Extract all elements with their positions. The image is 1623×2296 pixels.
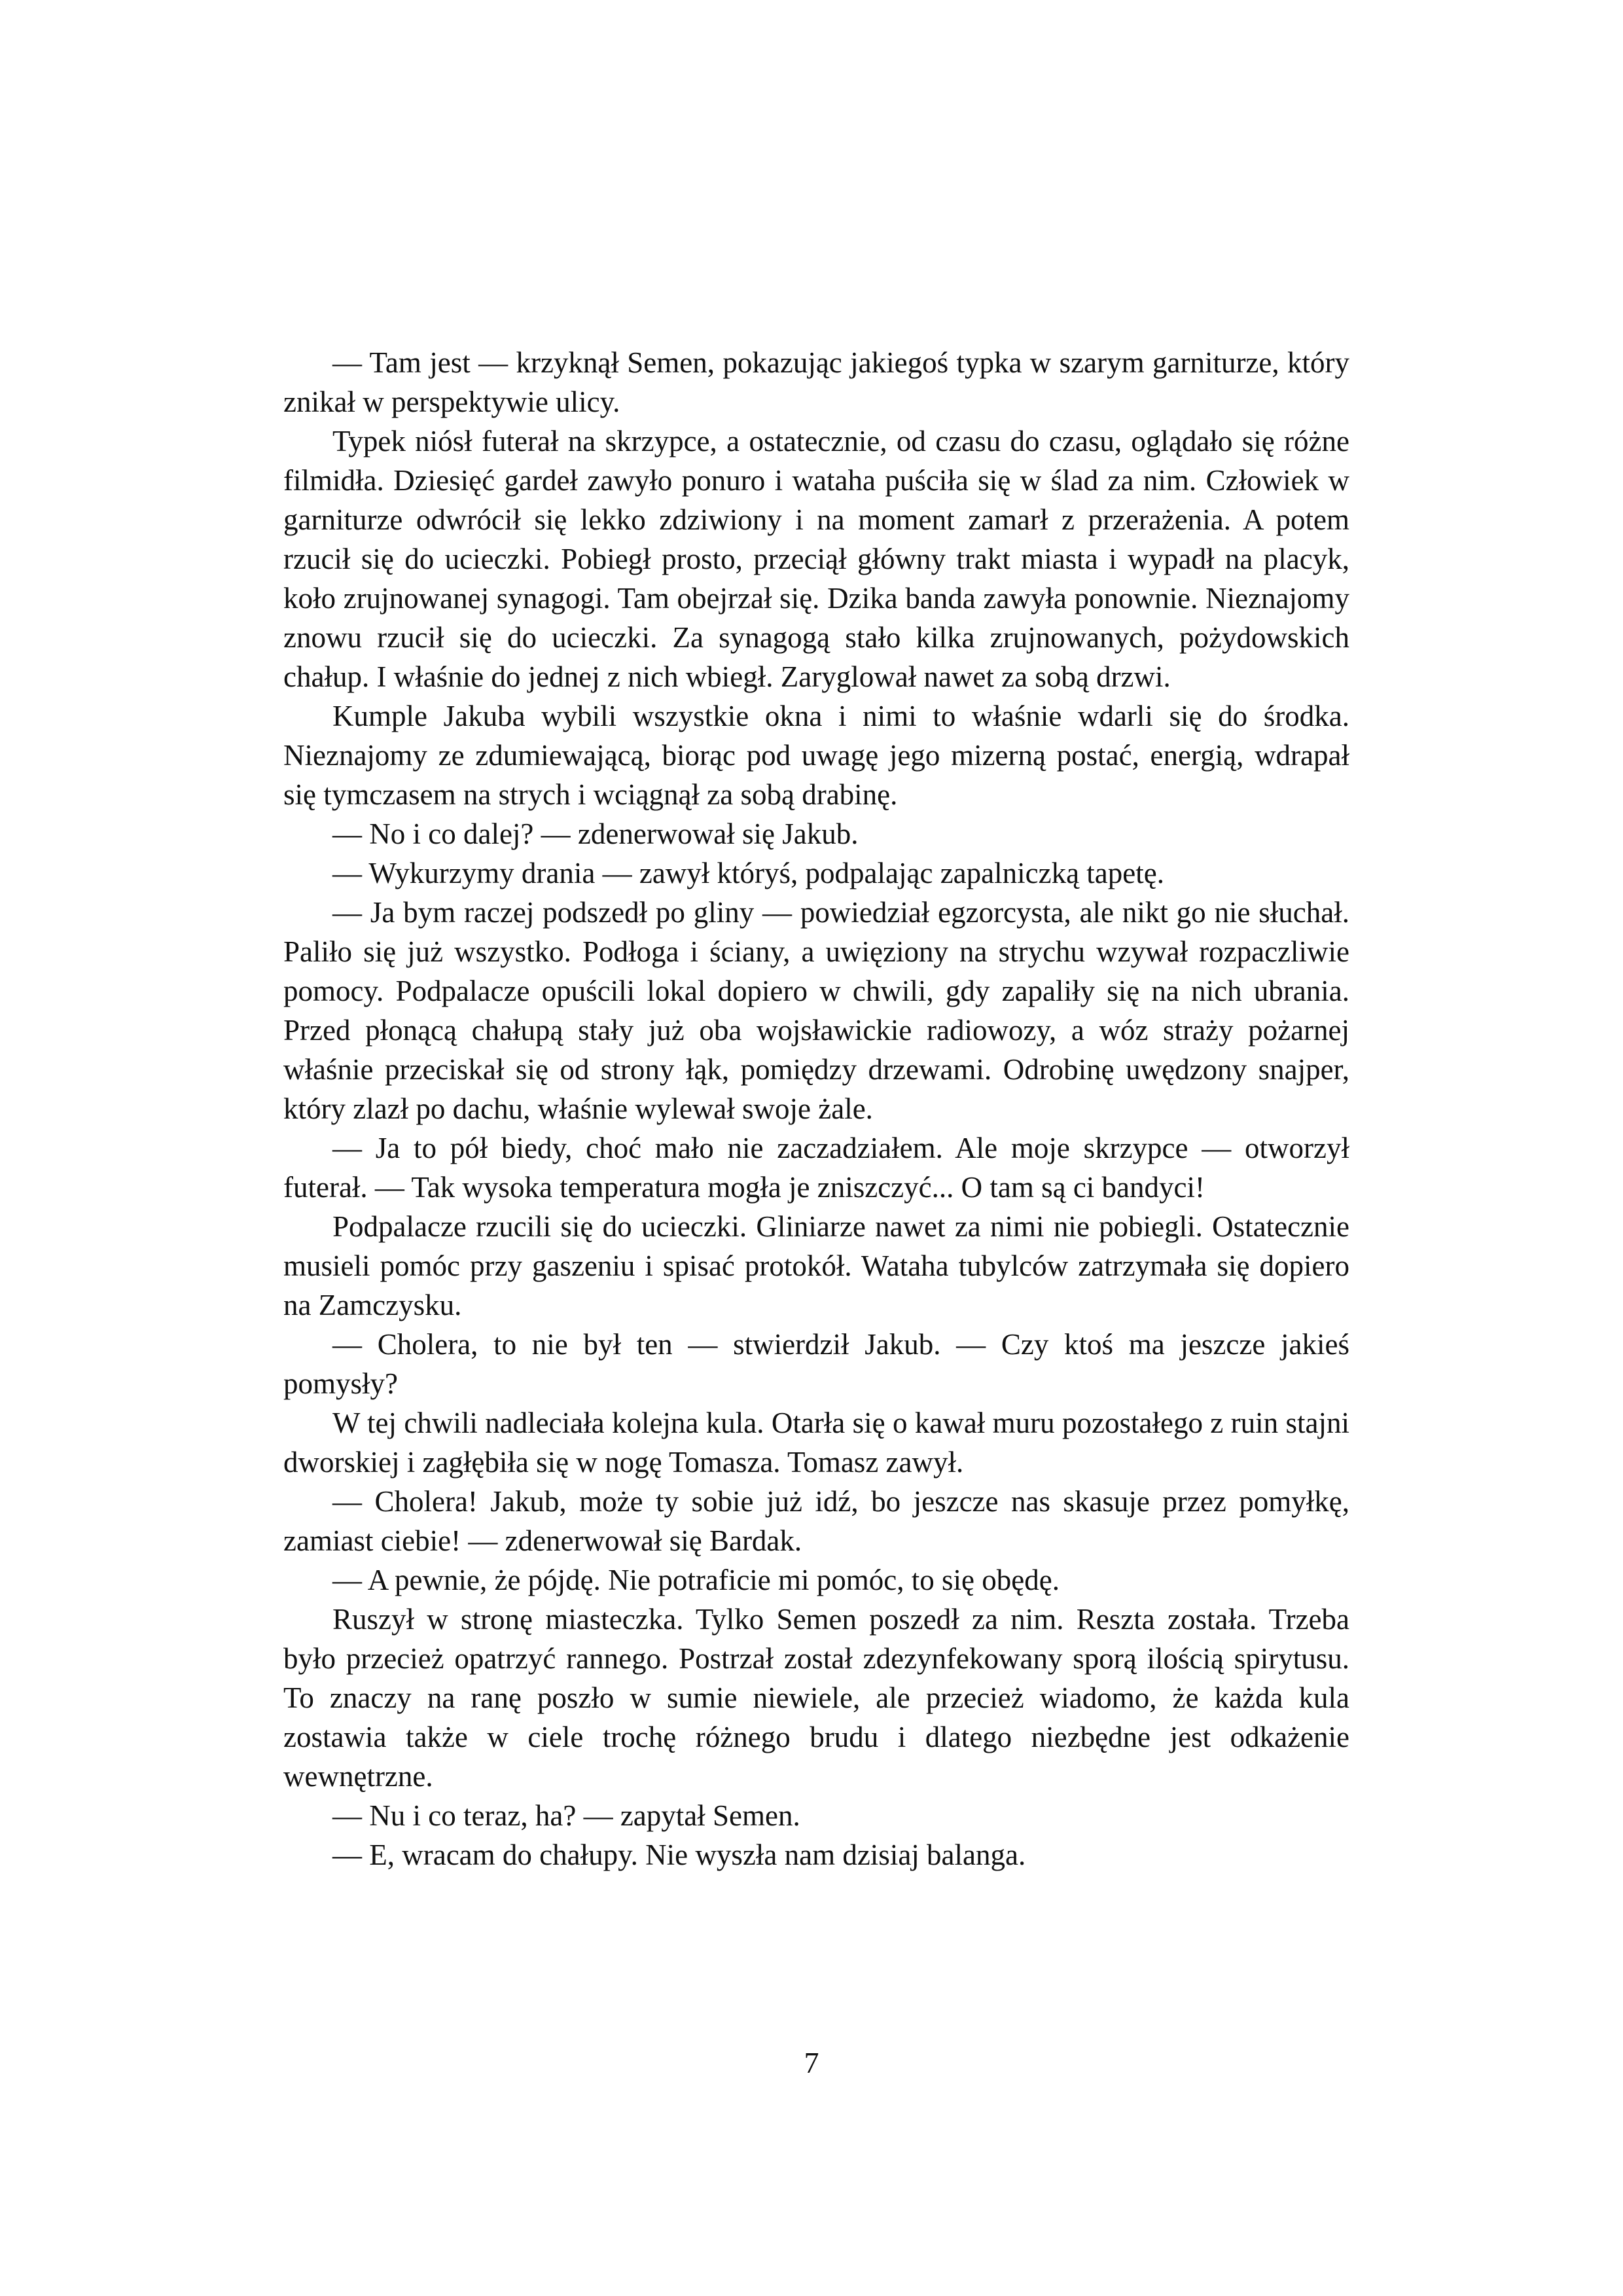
- paragraph: W tej chwili nadleciała kolejna kula. Otarła się o kawał muru pozostałego z ruin stajni dworskiej i zagłębiła się w nogę Tomasza. Tomasz zawył.: [283, 1407, 1349, 1479]
- paragraph: — No i co dalej? — zdenerwował się Jakub.: [332, 817, 859, 850]
- paragraph: — Ja bym raczej podszedł po gliny — powiedział egzorcysta, ale nikt go nie słuchał. Paliło się już wszystko. Podłoga i ściany, a uwięziony na strychu wzywał rozpaczliwie pomocy. Podpalacze opuścili lokal dopiero w chwili, gdy zapaliły się na nich ubrania. Przed płonącą chałupą stały już oba wojsławickie radiowozy, a wóz straży pożarnej właśnie przeciskał się od strony łąk, pomiędzy drzewami. Odrobinę uwędzony snajper, który zlazł po dachu, właśnie wylewał swoje żale.: [283, 896, 1349, 1125]
- paragraph: — Tam jest — krzyknął Semen, pokazując jakiegoś typka w szarym garniturze, który znikał w perspektywie ulicy.: [283, 346, 1349, 418]
- paragraph: — Cholera! Jakub, może ty sobie już idź, bo jeszcze nas skasuje przez pomyłkę, zamiast ciebie! — zdenerwował się Bardak.: [283, 1485, 1349, 1557]
- paragraph: Kumple Jakuba wybili wszystkie okna i nimi to właśnie wdarli się do środka. Nieznajomy ze zdumiewającą, biorąc pod uwagę jego mizerną postać, energią, wdrapał się tymczasem na strych i wciągnął za sobą drabinę.: [283, 700, 1349, 811]
- page-number: 7: [804, 2046, 819, 2079]
- paragraph: — Wykurzymy drania — zawył któryś, podpalając zapalniczką tapetę.: [332, 857, 1164, 889]
- paragraph: Typek niósł futerał na skrzypce, a ostatecznie, od czasu do czasu, oglądało się różne filmidła. Dziesięć gardeł zawyło ponuro i wataha puściła się w ślad za nim. Człowiek w garniturze odwrócił się lekko zdziwiony i na moment zamarł z przerażenia. A potem rzucił się do ucieczki. Pobiegł prosto, przeciął główny trakt miasta i wypadł na placyk, koło zrujnowanej synagogi. Tam obejrzał się. Dzika banda zawyła ponownie. Nieznajomy znowu rzucił się do ucieczki. Za synagogą stało kilka zrujnowanych, pożydowskich chałup. I właśnie do jednej z nich wbiegł. Zaryglował nawet za sobą drzwi.: [283, 425, 1349, 693]
- body-text: [283, 343, 1349, 1874]
- paragraph: — Cholera, to nie był ten — stwierdził Jakub. — Czy ktoś ma jeszcze jakieś pomysły?: [283, 1328, 1349, 1400]
- paragraph: Ruszył w stronę miasteczka. Tylko Semen poszedł za nim. Reszta została. Trzeba było przecież opatrzyć rannego. Postrzał został zdezynfekowany sporą ilością spirytusu. To znaczy na ranę poszło w sumie niewiele, ale przecież wiadomo, że każda kula zostawia także w ciele trochę różnego brudu i dlatego niezbędne jest odkażenie wewnętrzne.: [283, 1603, 1349, 1793]
- paragraph: — E, wracam do chałupy. Nie wyszła nam dzisiaj balanga.: [332, 1839, 1026, 1871]
- paragraph: — Ja to pół biedy, choć mało nie zaczadziałem. Ale moje skrzypce — otworzył futerał. — Tak wysoka temperatura mogła je zniszczyć... O tam są ci bandyci!: [283, 1132, 1349, 1204]
- paragraph: — Nu i co teraz, ha? — zapytał Semen.: [332, 1799, 800, 1832]
- paragraph: Podpalacze rzucili się do ucieczki. Gliniarze nawet za nimi nie pobiegli. Ostatecznie musieli pomóc przy gaszeniu i spisać protokół. Wataha tubylców zatrzymała się dopiero na Zamczysku.: [283, 1210, 1349, 1321]
- paragraph: — A pewnie, że pójdę. Nie potraficie mi pomóc, to się obędę.: [332, 1564, 1060, 1596]
